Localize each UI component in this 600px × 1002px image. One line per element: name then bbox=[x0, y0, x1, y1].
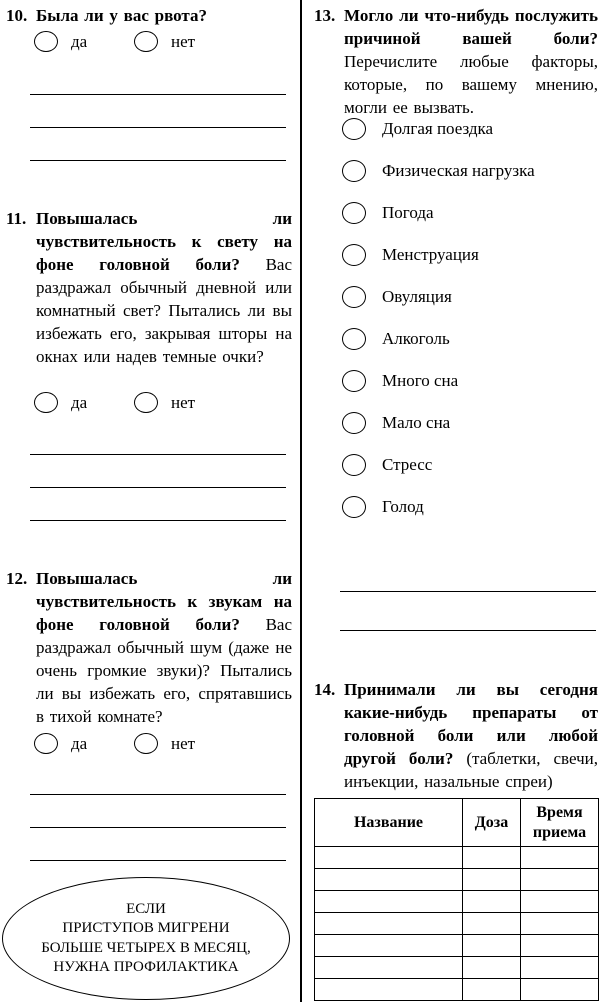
q13-option bbox=[342, 160, 592, 182]
table-row bbox=[315, 869, 599, 891]
medication-table-wrap bbox=[314, 798, 598, 1001]
table-cell[interactable] bbox=[521, 935, 599, 957]
question-14 bbox=[314, 678, 598, 793]
advice-line: ПРИСТУПОВ МИГРЕНИ bbox=[62, 920, 230, 936]
q13-option-label: Голод bbox=[382, 497, 424, 516]
q13-option-radio[interactable] bbox=[342, 286, 366, 308]
table-header-row bbox=[315, 799, 599, 847]
answer-line[interactable] bbox=[30, 422, 286, 455]
q13-option-label: Погода bbox=[382, 203, 434, 222]
question-11-number: 11. bbox=[6, 209, 27, 228]
table-cell[interactable] bbox=[315, 847, 463, 869]
table-row bbox=[315, 847, 599, 869]
table-row bbox=[315, 891, 599, 913]
q13-option-radio[interactable] bbox=[342, 370, 366, 392]
q13-option-label: Менструация bbox=[382, 245, 479, 264]
answer-line[interactable] bbox=[30, 128, 286, 161]
q13-option bbox=[342, 244, 592, 266]
question-12 bbox=[6, 567, 292, 728]
question-12-bold: Повышалась ли чувствительность к звукам на фоне головной боли? bbox=[36, 569, 292, 634]
q11-answer-options bbox=[34, 392, 264, 413]
q13-option-label: Долгая поездка bbox=[382, 119, 494, 138]
q11-yes-radio[interactable] bbox=[34, 392, 58, 413]
q13-option bbox=[342, 286, 592, 308]
q13-option-label: Алкоголь bbox=[382, 329, 450, 348]
table-header-dose: Доза bbox=[463, 799, 521, 847]
q12-answer-lines bbox=[30, 762, 286, 861]
answer-line[interactable] bbox=[30, 488, 286, 521]
question-14-bold: Принимали ли вы сегодня какие-нибудь препараты от головной боли или любой другой боли? bbox=[344, 680, 598, 768]
question-10-text: Была ли у вас рвота? bbox=[36, 6, 207, 25]
q13-option bbox=[342, 202, 592, 224]
question-14-rest: (таблетки, свечи, инъекции, назальные спреи) bbox=[344, 749, 598, 791]
q13-option-radio[interactable] bbox=[342, 160, 366, 182]
table-cell[interactable] bbox=[521, 869, 599, 891]
q13-option-radio[interactable] bbox=[342, 328, 366, 350]
table-cell[interactable] bbox=[463, 891, 521, 913]
column-divider bbox=[300, 0, 302, 1002]
answer-line[interactable] bbox=[340, 553, 596, 592]
q10-no-label: нет bbox=[171, 32, 196, 51]
q10-no-radio[interactable] bbox=[134, 31, 158, 52]
question-13-number: 13. bbox=[314, 6, 336, 25]
q13-option bbox=[342, 118, 592, 140]
question-13-text bbox=[344, 4, 598, 119]
q13-option bbox=[342, 496, 592, 518]
table-header-time: Время приема bbox=[521, 799, 599, 847]
table-cell[interactable] bbox=[315, 957, 463, 979]
answer-line[interactable] bbox=[30, 95, 286, 128]
answer-line[interactable] bbox=[30, 795, 286, 828]
q13-option-label: Овуляция bbox=[382, 287, 452, 306]
q10-yes-radio[interactable] bbox=[34, 31, 58, 52]
question-11-bold: Повышалась ли чувствительность к свету на фоне головной боли? bbox=[36, 209, 292, 274]
q13-option-label: Много сна bbox=[382, 371, 459, 390]
question-12-rest: Вас раздражал обычный шум (даже не очень громкие звуки)? Пытались ли вы избежать его, спрятавшись в тихой комнате? bbox=[36, 615, 292, 726]
q13-option-radio[interactable] bbox=[342, 244, 366, 266]
q13-option bbox=[342, 412, 592, 434]
answer-line[interactable] bbox=[30, 455, 286, 488]
q10-answer-options bbox=[34, 31, 264, 52]
table-cell[interactable] bbox=[463, 935, 521, 957]
question-13 bbox=[314, 4, 598, 119]
q13-option-label: Физическая нагрузка bbox=[382, 161, 535, 180]
table-cell[interactable] bbox=[521, 957, 599, 979]
q13-option-radio[interactable] bbox=[342, 454, 366, 476]
table-cell[interactable] bbox=[463, 869, 521, 891]
question-11-rest: Вас раздражал обычный дневной или комнатный свет? Пытались ли вы избежать его, закрывая шторы на окнах или надев темные очки? bbox=[36, 255, 292, 366]
q12-no-label: нет bbox=[171, 734, 196, 753]
table-cell[interactable] bbox=[315, 979, 463, 1001]
answer-line[interactable] bbox=[30, 828, 286, 861]
question-12-number: 12. bbox=[6, 569, 28, 588]
table-cell[interactable] bbox=[463, 979, 521, 1001]
answer-line[interactable] bbox=[30, 62, 286, 95]
q13-option bbox=[342, 328, 592, 350]
table-cell[interactable] bbox=[521, 979, 599, 1001]
q13-option-radio[interactable] bbox=[342, 496, 366, 518]
table-cell[interactable] bbox=[315, 891, 463, 913]
q13-option bbox=[342, 454, 592, 476]
medication-table bbox=[314, 798, 599, 1001]
q11-no-radio[interactable] bbox=[134, 392, 158, 413]
q12-answer-options bbox=[34, 733, 264, 754]
q13-options-list bbox=[342, 118, 592, 538]
table-cell[interactable] bbox=[521, 847, 599, 869]
q11-no-label: нет bbox=[171, 393, 196, 412]
table-header-name: Название bbox=[315, 799, 463, 847]
q13-option-label: Стресс bbox=[382, 455, 433, 474]
advice-line: БОЛЬШЕ ЧЕТЫРЕХ В МЕСЯЦ, bbox=[41, 939, 251, 956]
q13-option-label: Мало сна bbox=[382, 413, 451, 432]
question-11-text bbox=[36, 207, 292, 368]
migraine-advice-ellipse bbox=[2, 877, 290, 1000]
table-cell[interactable] bbox=[315, 869, 463, 891]
q13-option-radio[interactable] bbox=[342, 118, 366, 140]
q13-answer-lines bbox=[340, 553, 596, 631]
question-10-number: 10. bbox=[6, 6, 28, 25]
table-row bbox=[315, 913, 599, 935]
question-10 bbox=[6, 4, 292, 27]
question-14-number: 14. bbox=[314, 680, 336, 699]
table-cell[interactable] bbox=[463, 957, 521, 979]
answer-line[interactable] bbox=[340, 592, 596, 631]
q12-yes-label: да bbox=[71, 734, 88, 753]
advice-line: ЕСЛИ bbox=[126, 900, 166, 917]
table-cell[interactable] bbox=[521, 891, 599, 913]
table-row bbox=[315, 935, 599, 957]
question-14-text bbox=[344, 678, 598, 793]
q12-no-radio[interactable] bbox=[134, 733, 158, 754]
q12-yes-radio[interactable] bbox=[34, 733, 58, 754]
q11-answer-lines bbox=[30, 422, 286, 521]
table-cell[interactable] bbox=[521, 913, 599, 935]
question-13-bold: Могло ли что-нибудь послужить причиной вашей боли? bbox=[344, 6, 598, 48]
table-cell[interactable] bbox=[463, 847, 521, 869]
table-row bbox=[315, 979, 599, 1001]
q13-option-radio[interactable] bbox=[342, 412, 366, 434]
table-cell[interactable] bbox=[463, 913, 521, 935]
q10-answer-lines bbox=[30, 62, 286, 161]
q13-option-radio[interactable] bbox=[342, 202, 366, 224]
table-row bbox=[315, 957, 599, 979]
q10-yes-label: да bbox=[71, 32, 88, 51]
q13-option bbox=[342, 370, 592, 392]
answer-line[interactable] bbox=[30, 762, 286, 795]
question-11 bbox=[6, 207, 292, 368]
q11-yes-label: да bbox=[71, 393, 88, 412]
question-12-text bbox=[36, 567, 292, 728]
question-13-rest: Перечислите любые факторы, которые, по вашему мнению, могли ее вызвать. bbox=[344, 52, 598, 117]
table-cell[interactable] bbox=[315, 913, 463, 935]
table-cell[interactable] bbox=[315, 935, 463, 957]
advice-line: НУЖНА ПРОФИЛАКТИКА bbox=[53, 959, 239, 975]
